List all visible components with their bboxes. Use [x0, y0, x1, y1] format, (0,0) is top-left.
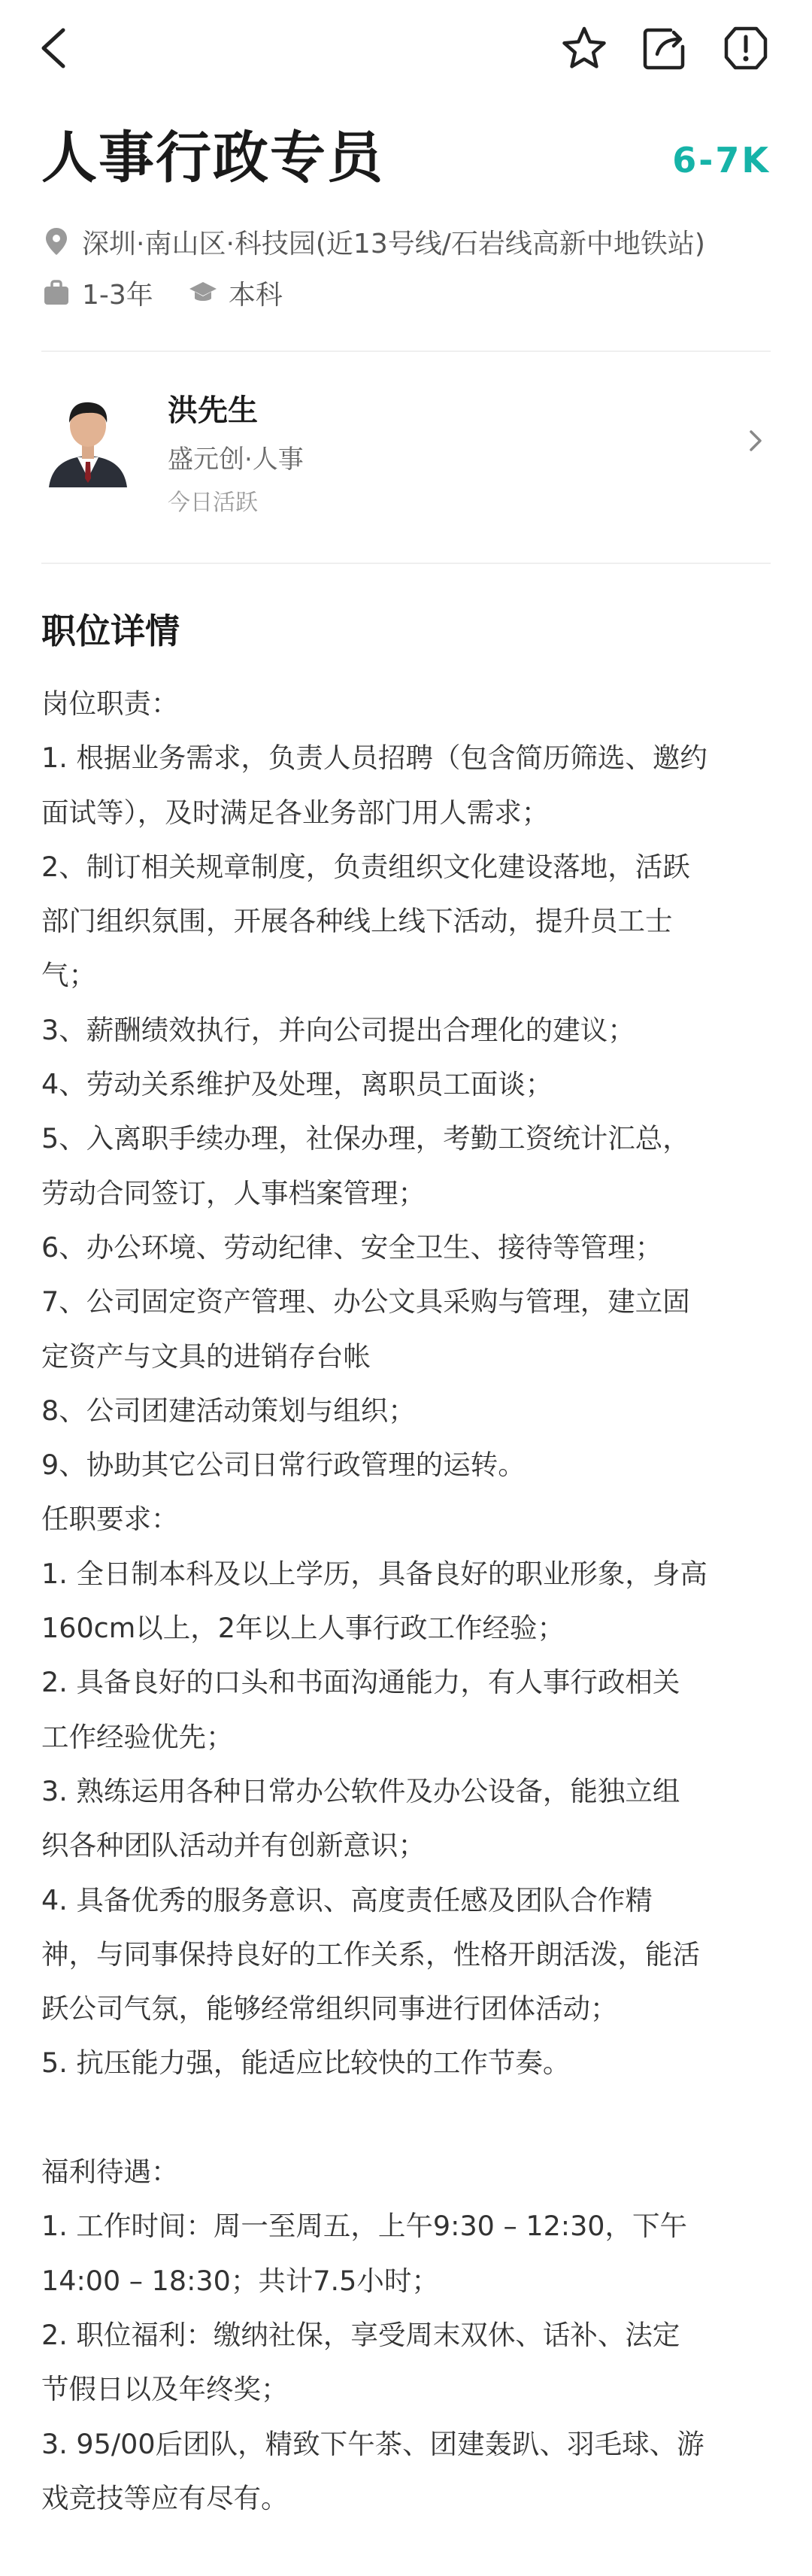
- description-line: 4、劳动关系维护及处理，离职员工面谈；: [41, 1068, 553, 1101]
- graduation-cap-icon: [188, 278, 218, 308]
- back-arrow-icon[interactable]: [35, 26, 72, 71]
- location-row[interactable]: [41, 223, 705, 260]
- description-line: 9、协助其它公司日常行政管理的运转。: [41, 1449, 526, 1482]
- description-line: 4. 具备优秀的服务意识、高度责任感及团队合作精: [41, 1883, 653, 1916]
- description-line: 1. 全日制本科及以上学历，具备良好的职业形象，身高: [41, 1557, 707, 1590]
- description-line: 织各种团队活动并有创新意识；: [41, 1829, 426, 1862]
- description-line: 2. 具备良好的口头和书面沟通能力，有人事行政相关: [41, 1666, 680, 1699]
- recruiter-status: 今日活跃: [168, 490, 258, 516]
- job-description: [41, 677, 778, 2526]
- description-line: 神，与同事保持良好的工作关系，性格开朗活泼，能活: [41, 1937, 700, 1971]
- top-nav-bar: [0, 0, 812, 98]
- description-line: 任职要求：: [41, 1503, 179, 1536]
- requirements-row: [41, 274, 283, 311]
- star-icon[interactable]: [560, 24, 608, 72]
- description-line: 3、薪酬绩效执行，并向公司提出合理化的建议；: [41, 1013, 635, 1046]
- description-line: 7、公司固定资产管理、办公文具采购与管理，建立固: [41, 1285, 690, 1318]
- recruiter-card[interactable]: [41, 376, 771, 516]
- description-line: 3. 95/00后团队，精致下午茶、团建轰趴、羽毛球、游: [41, 2427, 704, 2460]
- recruiter-company: 盛元创·人事: [168, 445, 304, 475]
- description-line: 岗位职责：: [41, 687, 179, 720]
- job-title: 人事行政专员: [41, 126, 384, 190]
- location-pin-icon: [41, 226, 71, 256]
- description-line: 6、办公环境、劳动纪律、安全卫生、接待等管理；: [41, 1230, 663, 1264]
- description-line: 劳动合同签订，人事档案管理；: [41, 1176, 426, 1209]
- description-line: 气；: [41, 959, 96, 992]
- divider: [41, 350, 771, 352]
- description-line: 1. 根据业务需求，负责人员招聘（包含简历筛选、邀约: [41, 742, 707, 775]
- description-line: 福利待遇：: [41, 2156, 179, 2189]
- location-text: 深圳·南山区·科技园(近13号线/石岩线高新中地铁站): [82, 228, 705, 259]
- description-line: 跃公司气氛，能够经常组织同事进行团体活动；: [41, 1992, 618, 2025]
- description-line: [41, 2091, 778, 2145]
- alert-icon[interactable]: [722, 24, 770, 72]
- description-line: 5、入离职手续办理，社保办理，考勤工资统计汇总，: [41, 1122, 690, 1155]
- description-line: 5. 抗压能力强，能适应比较快的工作节奏。: [41, 2047, 571, 2080]
- divider: [41, 563, 771, 564]
- description-line: 部门组织氛围，开展各种线上线下活动，提升员工士: [41, 905, 673, 938]
- description-line: 节假日以及年终奖；: [41, 2373, 289, 2406]
- education-text: 本科: [228, 279, 283, 311]
- description-line: 2、制订相关规章制度，负责组织文化建设落地，活跃: [41, 850, 690, 883]
- description-line: 14:00 – 18:30；共计7.5小时；: [41, 2264, 439, 2297]
- description-line: 工作经验优先；: [41, 1720, 234, 1753]
- description-line: 2. 职位福利：缴纳社保，享受周末双休、话补、法定: [41, 2318, 680, 2351]
- briefcase-icon: [41, 278, 71, 308]
- experience-text: 1-3年: [82, 279, 153, 311]
- description-line: 1. 工作时间：周一至周五，上午9:30 – 12:30，下午: [41, 2210, 688, 2243]
- description-line: 定资产与文具的进销存台帐: [41, 1340, 371, 1373]
- description-line: 面试等），及时满足各业务部门用人需求；: [41, 796, 550, 829]
- description-line: 3. 熟练运用各种日常办公软件及办公设备，能独立组: [41, 1774, 680, 1807]
- description-line: 160cm以上，2年以上人事行政工作经验；: [41, 1612, 565, 1645]
- section-title: 职位详情: [41, 611, 180, 651]
- salary-range: 6-7K: [672, 140, 771, 181]
- recruiter-name: 洪先生: [168, 393, 258, 428]
- description-line: 戏竞技等应有尽有。: [41, 2481, 289, 2514]
- share-icon[interactable]: [641, 24, 689, 72]
- chevron-right-icon[interactable]: [741, 420, 771, 462]
- avatar[interactable]: [44, 390, 132, 487]
- description-line: 8、公司团建活动策划与组织；: [41, 1394, 416, 1427]
